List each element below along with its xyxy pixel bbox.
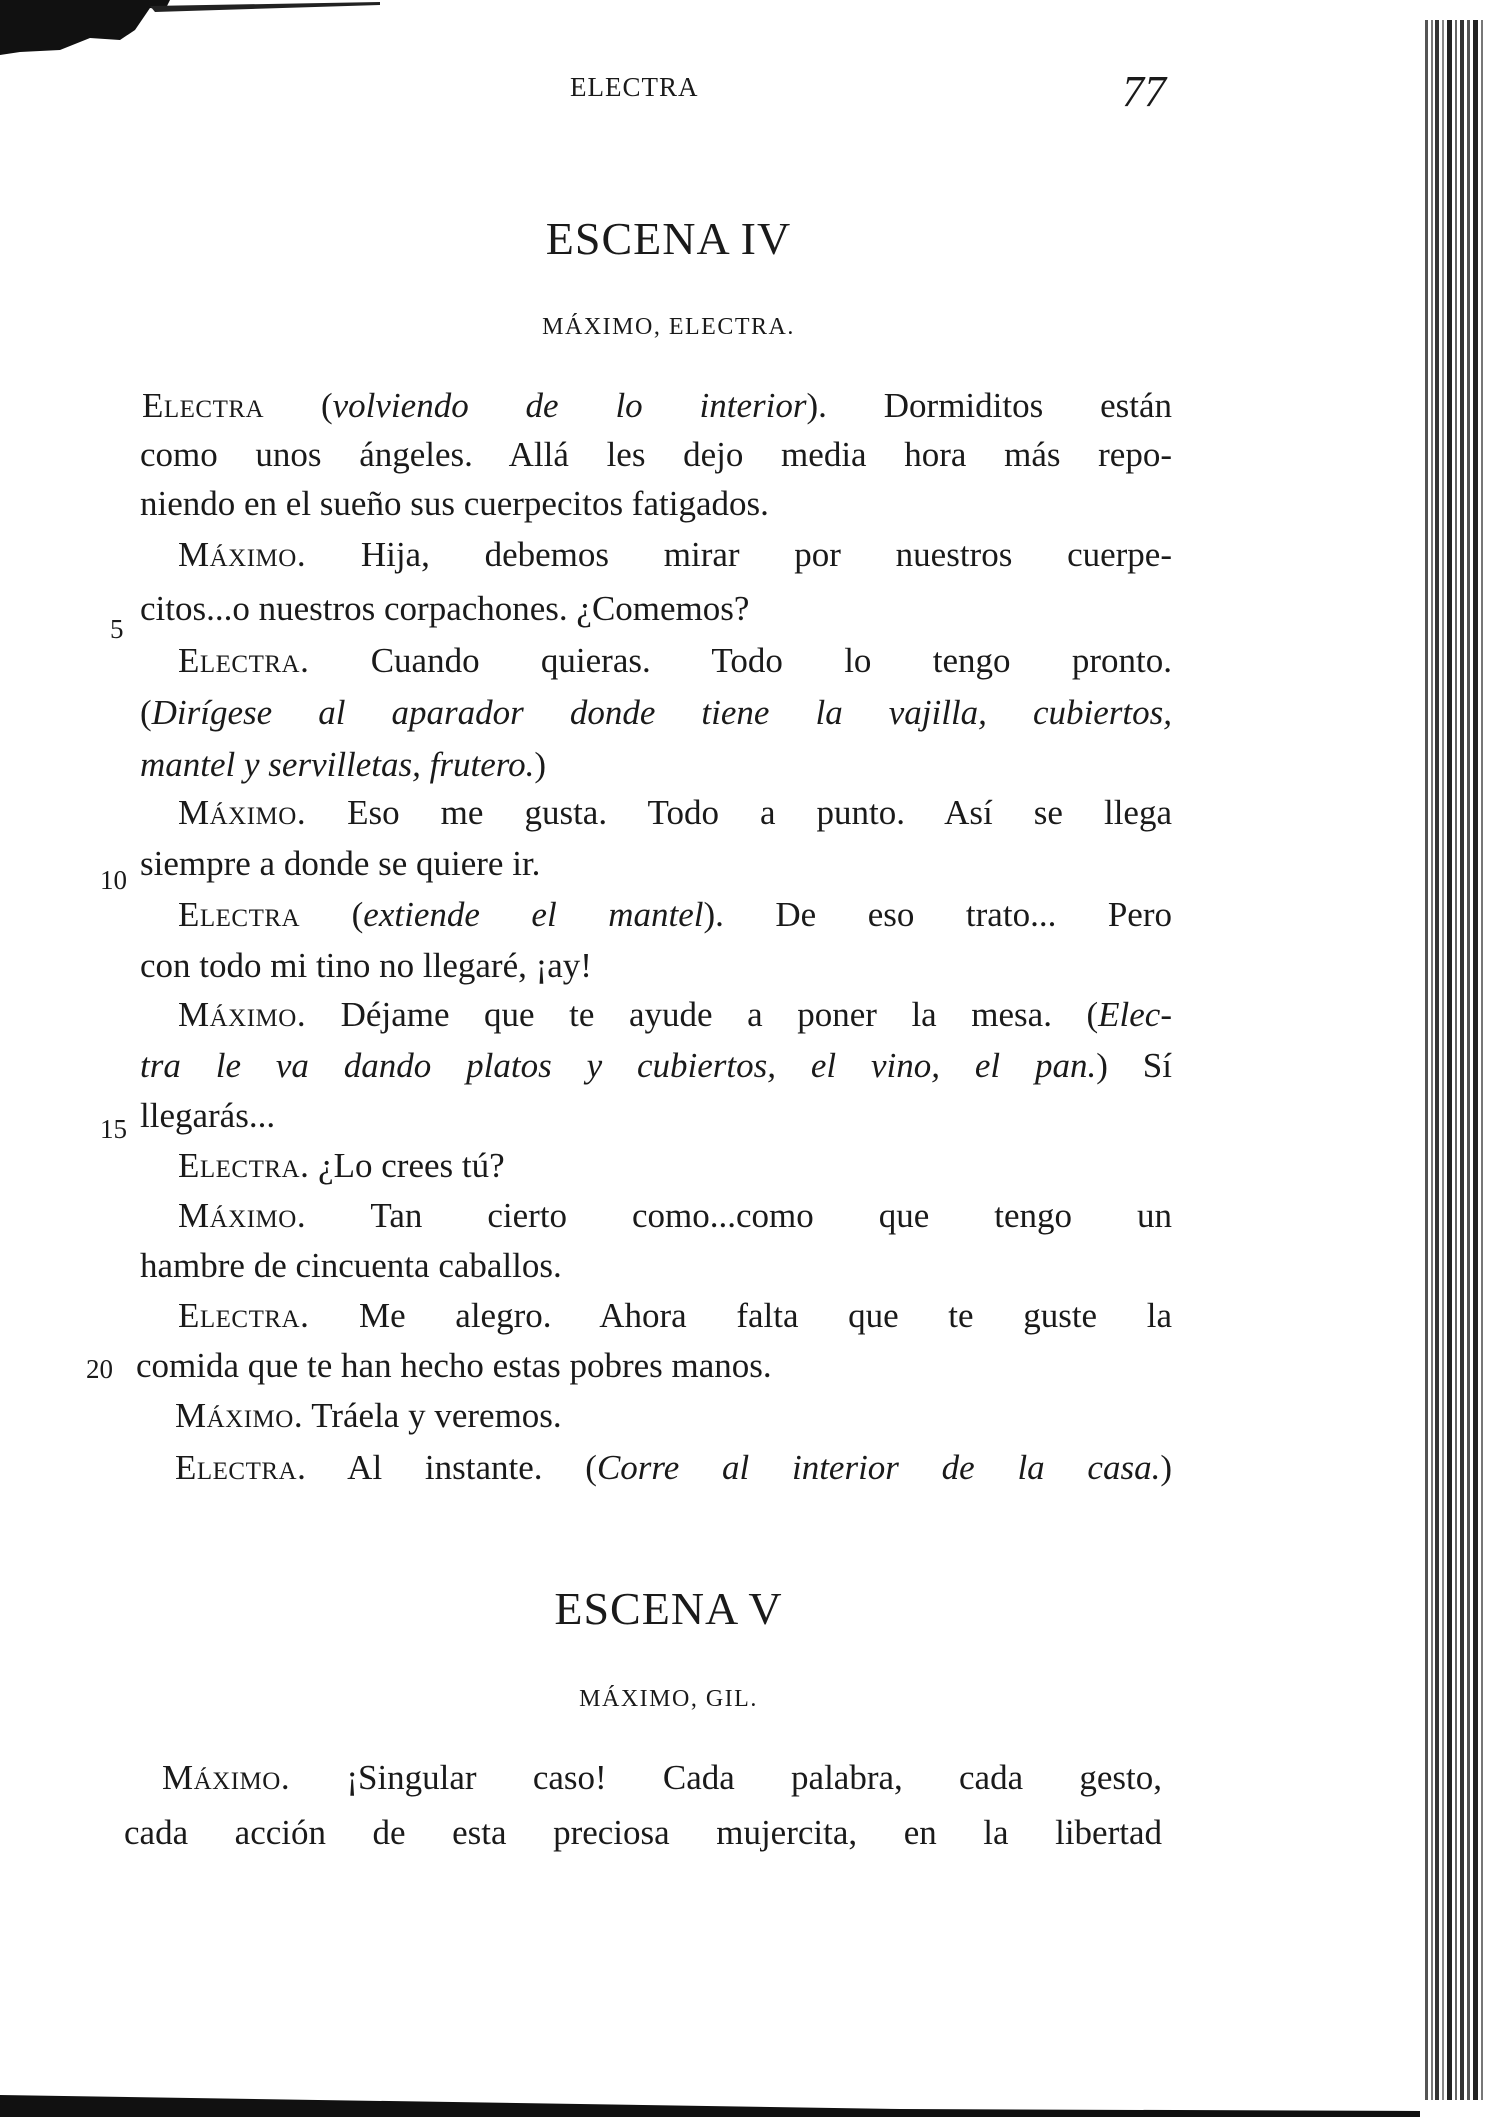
- speaker-label: Electra.: [175, 1448, 307, 1487]
- text-line-21: Máximo. Tráela y veremos.: [175, 1396, 562, 1435]
- scene-iv-title: ESCENA IV: [545, 213, 792, 264]
- text-line-11: Electra (extiende el mantel). De eso trato... Pero: [178, 895, 1172, 934]
- text-line-23: Máximo. ¡Singular caso! Cada palabra, cada gesto,: [162, 1758, 1162, 1797]
- text-line-20: comida que te han hecho estas pobres manos.: [136, 1346, 772, 1385]
- speaker-label: Máximo.: [162, 1758, 291, 1797]
- running-head: ELECTRA: [570, 72, 699, 102]
- speaker-label: Electra: [178, 895, 301, 934]
- line-number-10: 10: [100, 865, 127, 895]
- scan-corner-smudge: [0, 0, 380, 60]
- scan-bottom-edge: [0, 2087, 1420, 2117]
- speaker-label: Máximo.: [178, 535, 307, 574]
- text-line-7: (Dirígese al aparador donde tiene la vajilla, cubiertos,: [140, 693, 1172, 732]
- scene-iv-characters: MÁXIMO, ELECTRA.: [542, 314, 795, 340]
- text-line-16: Electra. ¿Lo crees tú?: [178, 1146, 505, 1185]
- speaker-label: Máximo.: [178, 1196, 307, 1235]
- text-line-19: Electra. Me alegro. Ahora falta que te guste la: [178, 1296, 1172, 1335]
- text-line-24: cada acción de esta preciosa mujercita, en la libertad: [124, 1813, 1162, 1852]
- text-line-4: Máximo. Hija, debemos mirar por nuestros cuerpe-: [178, 535, 1172, 574]
- speaker-label: Máximo.: [178, 995, 307, 1034]
- text-line-8: mantel y servilletas, frutero.): [140, 745, 546, 784]
- speaker-label: Electra: [142, 386, 265, 425]
- stage-direction: Dirígese al aparador donde tiene la vajilla, cubiertos,: [151, 693, 1172, 732]
- text-line-2: como unos ángeles. Allá les dejo media hora más repo-: [140, 435, 1172, 474]
- line-number-5: 5: [110, 614, 124, 644]
- line-number-15: 15: [100, 1114, 127, 1144]
- text-line-15: llegarás...: [140, 1096, 276, 1135]
- scene-v-characters: MÁXIMO, GIL.: [579, 1686, 758, 1712]
- text-line-10: siempre a donde se quiere ir.: [140, 844, 541, 883]
- speaker-label: Máximo.: [178, 793, 307, 832]
- text-line-6: Electra. Cuando quieras. Todo lo tengo pronto.: [178, 641, 1172, 680]
- text-line-12: con todo mi tino no llegaré, ¡ay!: [140, 946, 592, 985]
- text-line-22: Electra. Al instante. (Corre al interior de la casa.): [175, 1448, 1172, 1487]
- text-line-17: Máximo. Tan cierto como...como que tengo un: [178, 1196, 1172, 1235]
- text-line-9: Máximo. Eso me gusta. Todo a punto. Así se llega: [178, 793, 1172, 832]
- speaker-label: Electra.: [178, 1146, 310, 1185]
- scan-spine-shadow: [1417, 0, 1487, 2117]
- text-line-3: niendo en el sueño sus cuerpecitos fatigados.: [140, 484, 769, 523]
- text-line-5: citos...o nuestros corpachones. ¿Comemos?: [140, 589, 750, 628]
- scene-v-title: ESCENA V: [554, 1583, 783, 1634]
- stage-direction: Corre al interior de la casa.: [596, 1448, 1161, 1487]
- text-line-13: Máximo. Déjame que te ayude a poner la mesa. (Elec-: [178, 995, 1172, 1034]
- stage-direction: volviendo de lo interior: [332, 386, 807, 425]
- stage-direction: mantel y servilletas, frutero.: [140, 745, 535, 784]
- stage-direction: extiende el mantel: [363, 895, 704, 934]
- speaker-label: Máximo.: [175, 1396, 304, 1435]
- speaker-label: Electra.: [178, 641, 310, 680]
- page-number: 77: [1122, 67, 1166, 116]
- text-line-18: hambre de cincuenta caballos.: [140, 1246, 562, 1285]
- speaker-label: Electra.: [178, 1296, 310, 1335]
- line-number-20: 20: [86, 1354, 113, 1384]
- text-line-1: Electra (volviendo de lo interior). Dormiditos están: [142, 386, 1172, 425]
- stage-direction: Elec-: [1098, 995, 1172, 1034]
- text-line-14: tra le va dando platos y cubiertos, el vino, el pan.) Sí: [140, 1046, 1172, 1085]
- stage-direction: tra le va dando platos y cubiertos, el vino, el pan.: [140, 1046, 1097, 1085]
